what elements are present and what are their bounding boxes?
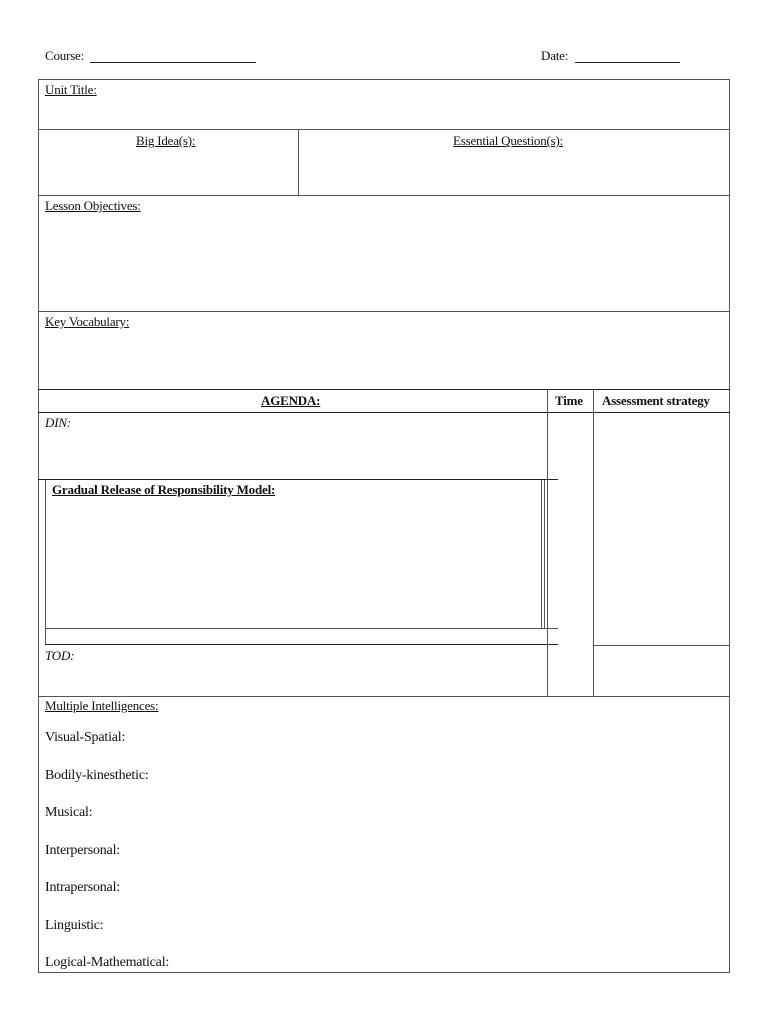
mi-visual-spatial: Visual-Spatial: <box>45 730 126 745</box>
tod-label: TOD: <box>45 648 75 663</box>
mi-intrapersonal: Intrapersonal: <box>45 880 120 895</box>
course-label: Course: <box>45 48 85 63</box>
lesson-objectives-label: Lesson Objectives: <box>45 198 141 213</box>
course-field[interactable] <box>90 62 256 63</box>
mi-linguistic: Linguistic: <box>45 918 104 933</box>
key-vocabulary-label: Key Vocabulary: <box>45 314 130 329</box>
mi-musical: Musical: <box>45 805 93 820</box>
mi-logical-mathematical: Logical-Mathematical: <box>45 955 170 970</box>
essential-question-label: Essential Question(s): <box>453 133 564 148</box>
mi-bodily-kinesthetic: Bodily-kinesthetic: <box>45 768 149 783</box>
date-label: Date: <box>541 48 569 63</box>
din-label: DIN: <box>45 415 71 430</box>
time-header: Time <box>555 393 583 408</box>
gradual-release-label: Gradual Release of Responsibility Model: <box>52 482 276 497</box>
unit-title-label: Unit Title: <box>45 82 97 97</box>
multiple-intelligences-label: Multiple Intelligences: <box>45 698 159 713</box>
date-field[interactable] <box>575 62 680 63</box>
assessment-strategy-header: Assessment strategy <box>602 393 710 408</box>
mi-interpersonal: Interpersonal: <box>45 843 120 858</box>
big-idea-label: Big Idea(s): <box>136 133 196 148</box>
agenda-header: AGENDA: <box>261 393 321 408</box>
